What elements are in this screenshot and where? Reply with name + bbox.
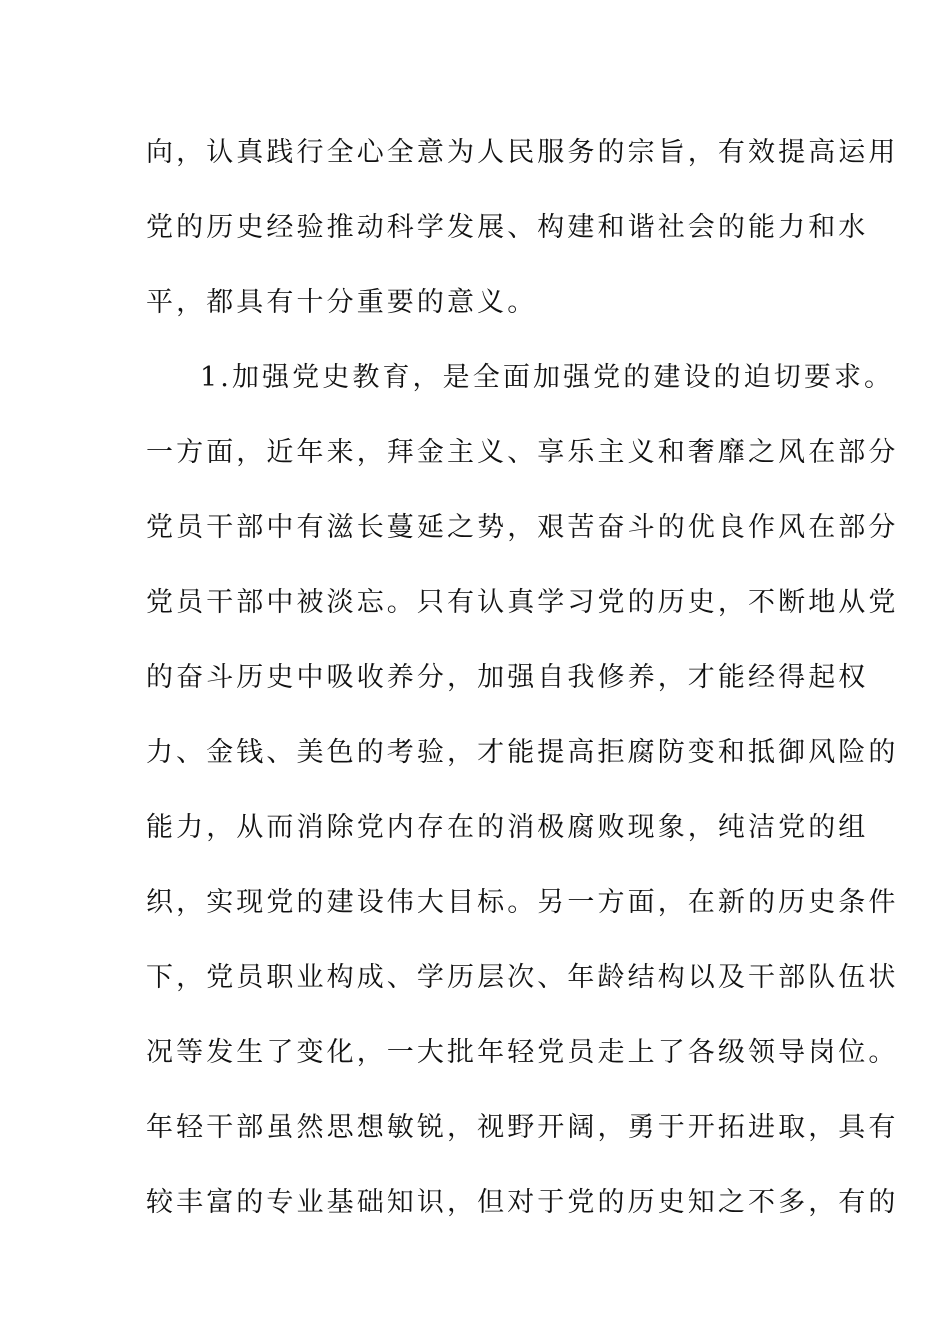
text-line: 党员干部中被淡忘。只有认真学习党的历史，不断地从党 <box>146 587 899 618</box>
text-line: 党的历史经验推动科学发展、构建和谐社会的能力和水 <box>146 212 869 243</box>
text-line: 况等发生了变化，一大批年轻党员走上了各级领导岗位。 <box>146 1037 899 1068</box>
text-line: 较丰富的专业基础知识，但对于党的历史知之不多，有的 <box>146 1187 899 1218</box>
text-line: 平，都具有十分重要的意义。 <box>146 287 538 318</box>
text-line: 党员干部中有滋长蔓延之势，艰苦奋斗的优良作风在部分 <box>146 512 899 543</box>
text-line: 能力，从而消除党内存在的消极腐败现象，纯洁党的组 <box>146 812 869 843</box>
text-line: 力、金钱、美色的考验，才能提高拒腐防变和抵御风险的 <box>146 737 899 768</box>
text-line: 下，党员职业构成、学历层次、年龄结构以及干部队伍状 <box>146 962 899 993</box>
text-line: 织，实现党的建设伟大目标。另一方面，在新的历史条件 <box>146 887 899 918</box>
text-line: 年轻干部虽然思想敏锐，视野开阔，勇于开拓进取，具有 <box>146 1112 899 1143</box>
text-line: 的奋斗历史中吸收养分，加强自我修养，才能经得起权 <box>146 662 869 693</box>
body-text <box>146 128 899 1253</box>
text-line: 一方面，近年来，拜金主义、享乐主义和奢靡之风在部分 <box>146 437 899 468</box>
text-line: 向，认真践行全心全意为人民服务的宗旨，有效提高运用 <box>146 137 899 168</box>
section-heading-line: 1.加强党史教育，是全面加强党的建设的迫切要求。 <box>200 362 895 393</box>
